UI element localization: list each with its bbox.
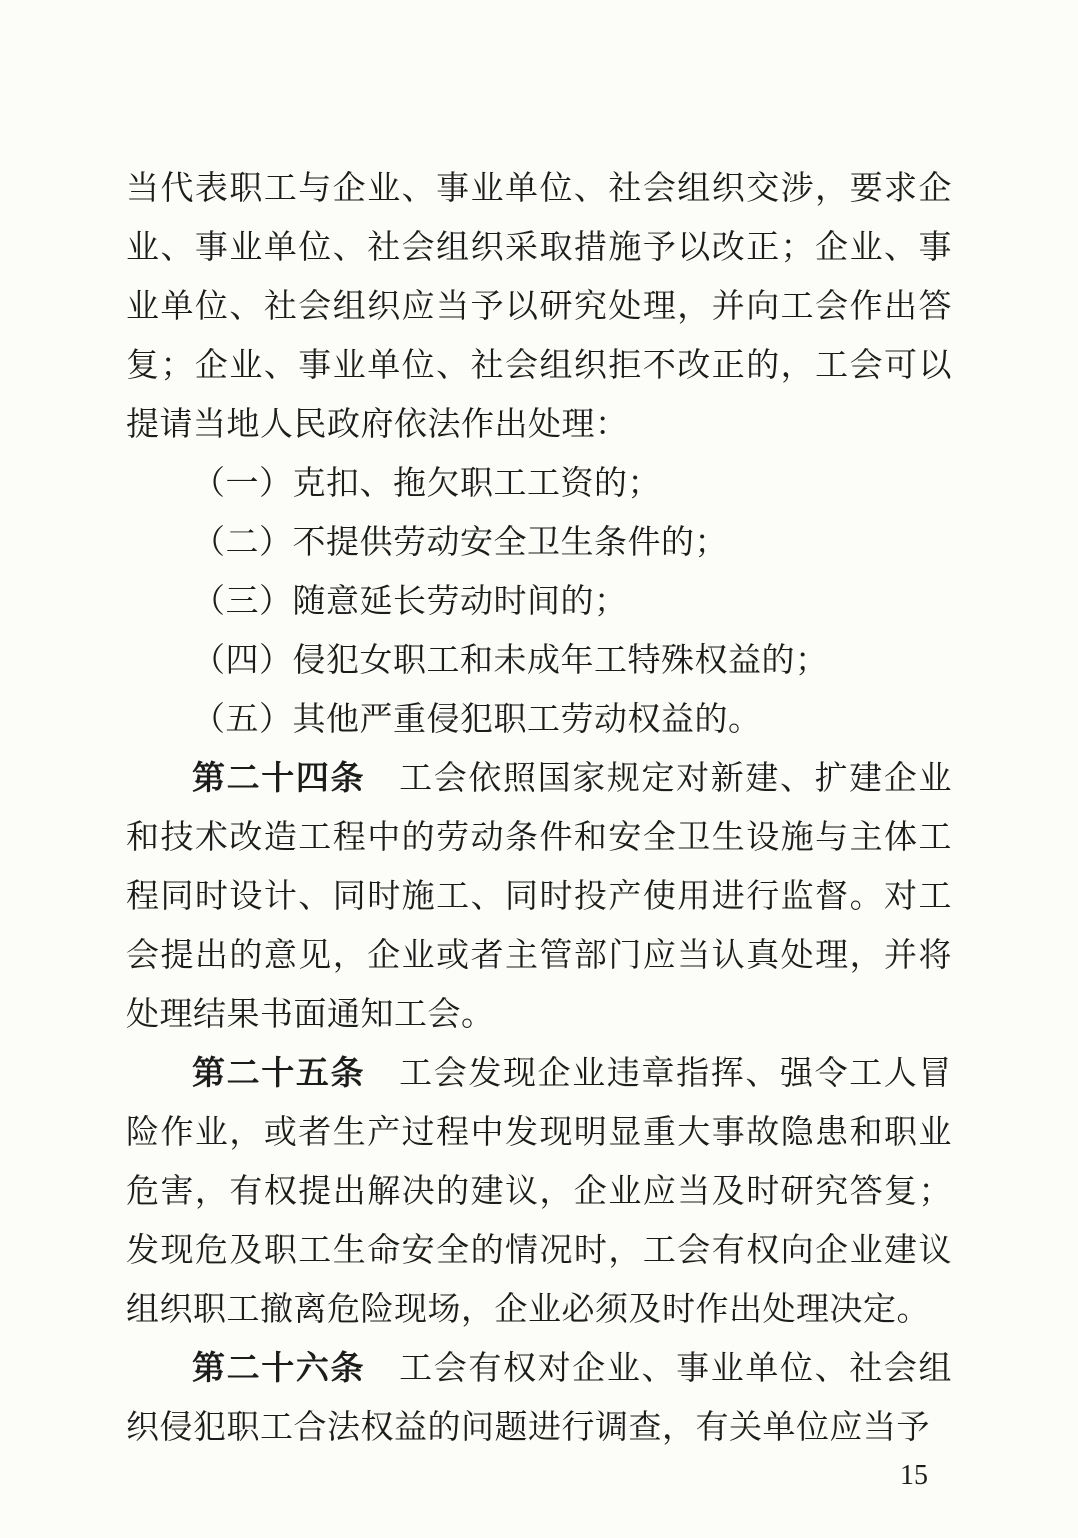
article-25-heading: 第二十五条 bbox=[192, 1053, 366, 1092]
article-26-heading: 第二十六条 bbox=[192, 1348, 366, 1387]
list-item-2: （二）不提供劳动安全卫生条件的； bbox=[192, 522, 728, 561]
article-25 bbox=[126, 1043, 952, 1338]
article-24-text: 工会依照国家规定对新建、扩建企业和技术改造工程中的劳动条件和安全卫生设施与主体工程同时设计、同时施工、同时投产使用进行监督。对工会提出的意见，企业或者主管部门应当认真处理，并将处理结果书面通知工会。 bbox=[126, 758, 952, 1033]
list-item-1: （一）克扣、拖欠职工工资的； bbox=[192, 463, 661, 502]
page-number: 15 bbox=[900, 1460, 928, 1491]
article-26 bbox=[126, 1338, 952, 1456]
article-24-heading: 第二十四条 bbox=[192, 758, 366, 797]
list-item-4: （四）侵犯女职工和未成年工特殊权益的； bbox=[192, 640, 829, 679]
body-text bbox=[126, 158, 952, 1456]
list-item-5: （五）其他严重侵犯职工劳动权益的。 bbox=[192, 699, 762, 738]
continuation-paragraph: 当代表职工与企业、事业单位、社会组织交涉，要求企业、事业单位、社会组织采取措施予以改正；企业、事业单位、社会组织应当予以研究处理，并向工会作出答复；企业、事业单位、社会组织拒不改正的，工会可以提请当地人民政府依法作出处理： bbox=[126, 168, 952, 443]
article-26-text: 工会有权对企业、事业单位、社会组织侵犯职工合法权益的问题进行调查，有关单位应当予 bbox=[126, 1348, 952, 1446]
list-item-3: （三）随意延长劳动时间的； bbox=[192, 581, 628, 620]
article-25-text: 工会发现企业违章指挥、强令工人冒险作业，或者生产过程中发现明显重大事故隐患和职业危害，有权提出解决的建议，企业应当及时研究答复；发现危及职工生命安全的情况时，工会有权向企业建议组织职工撤离危险现场，企业必须及时作出处理决定。 bbox=[126, 1053, 952, 1328]
article-24 bbox=[126, 748, 952, 1043]
